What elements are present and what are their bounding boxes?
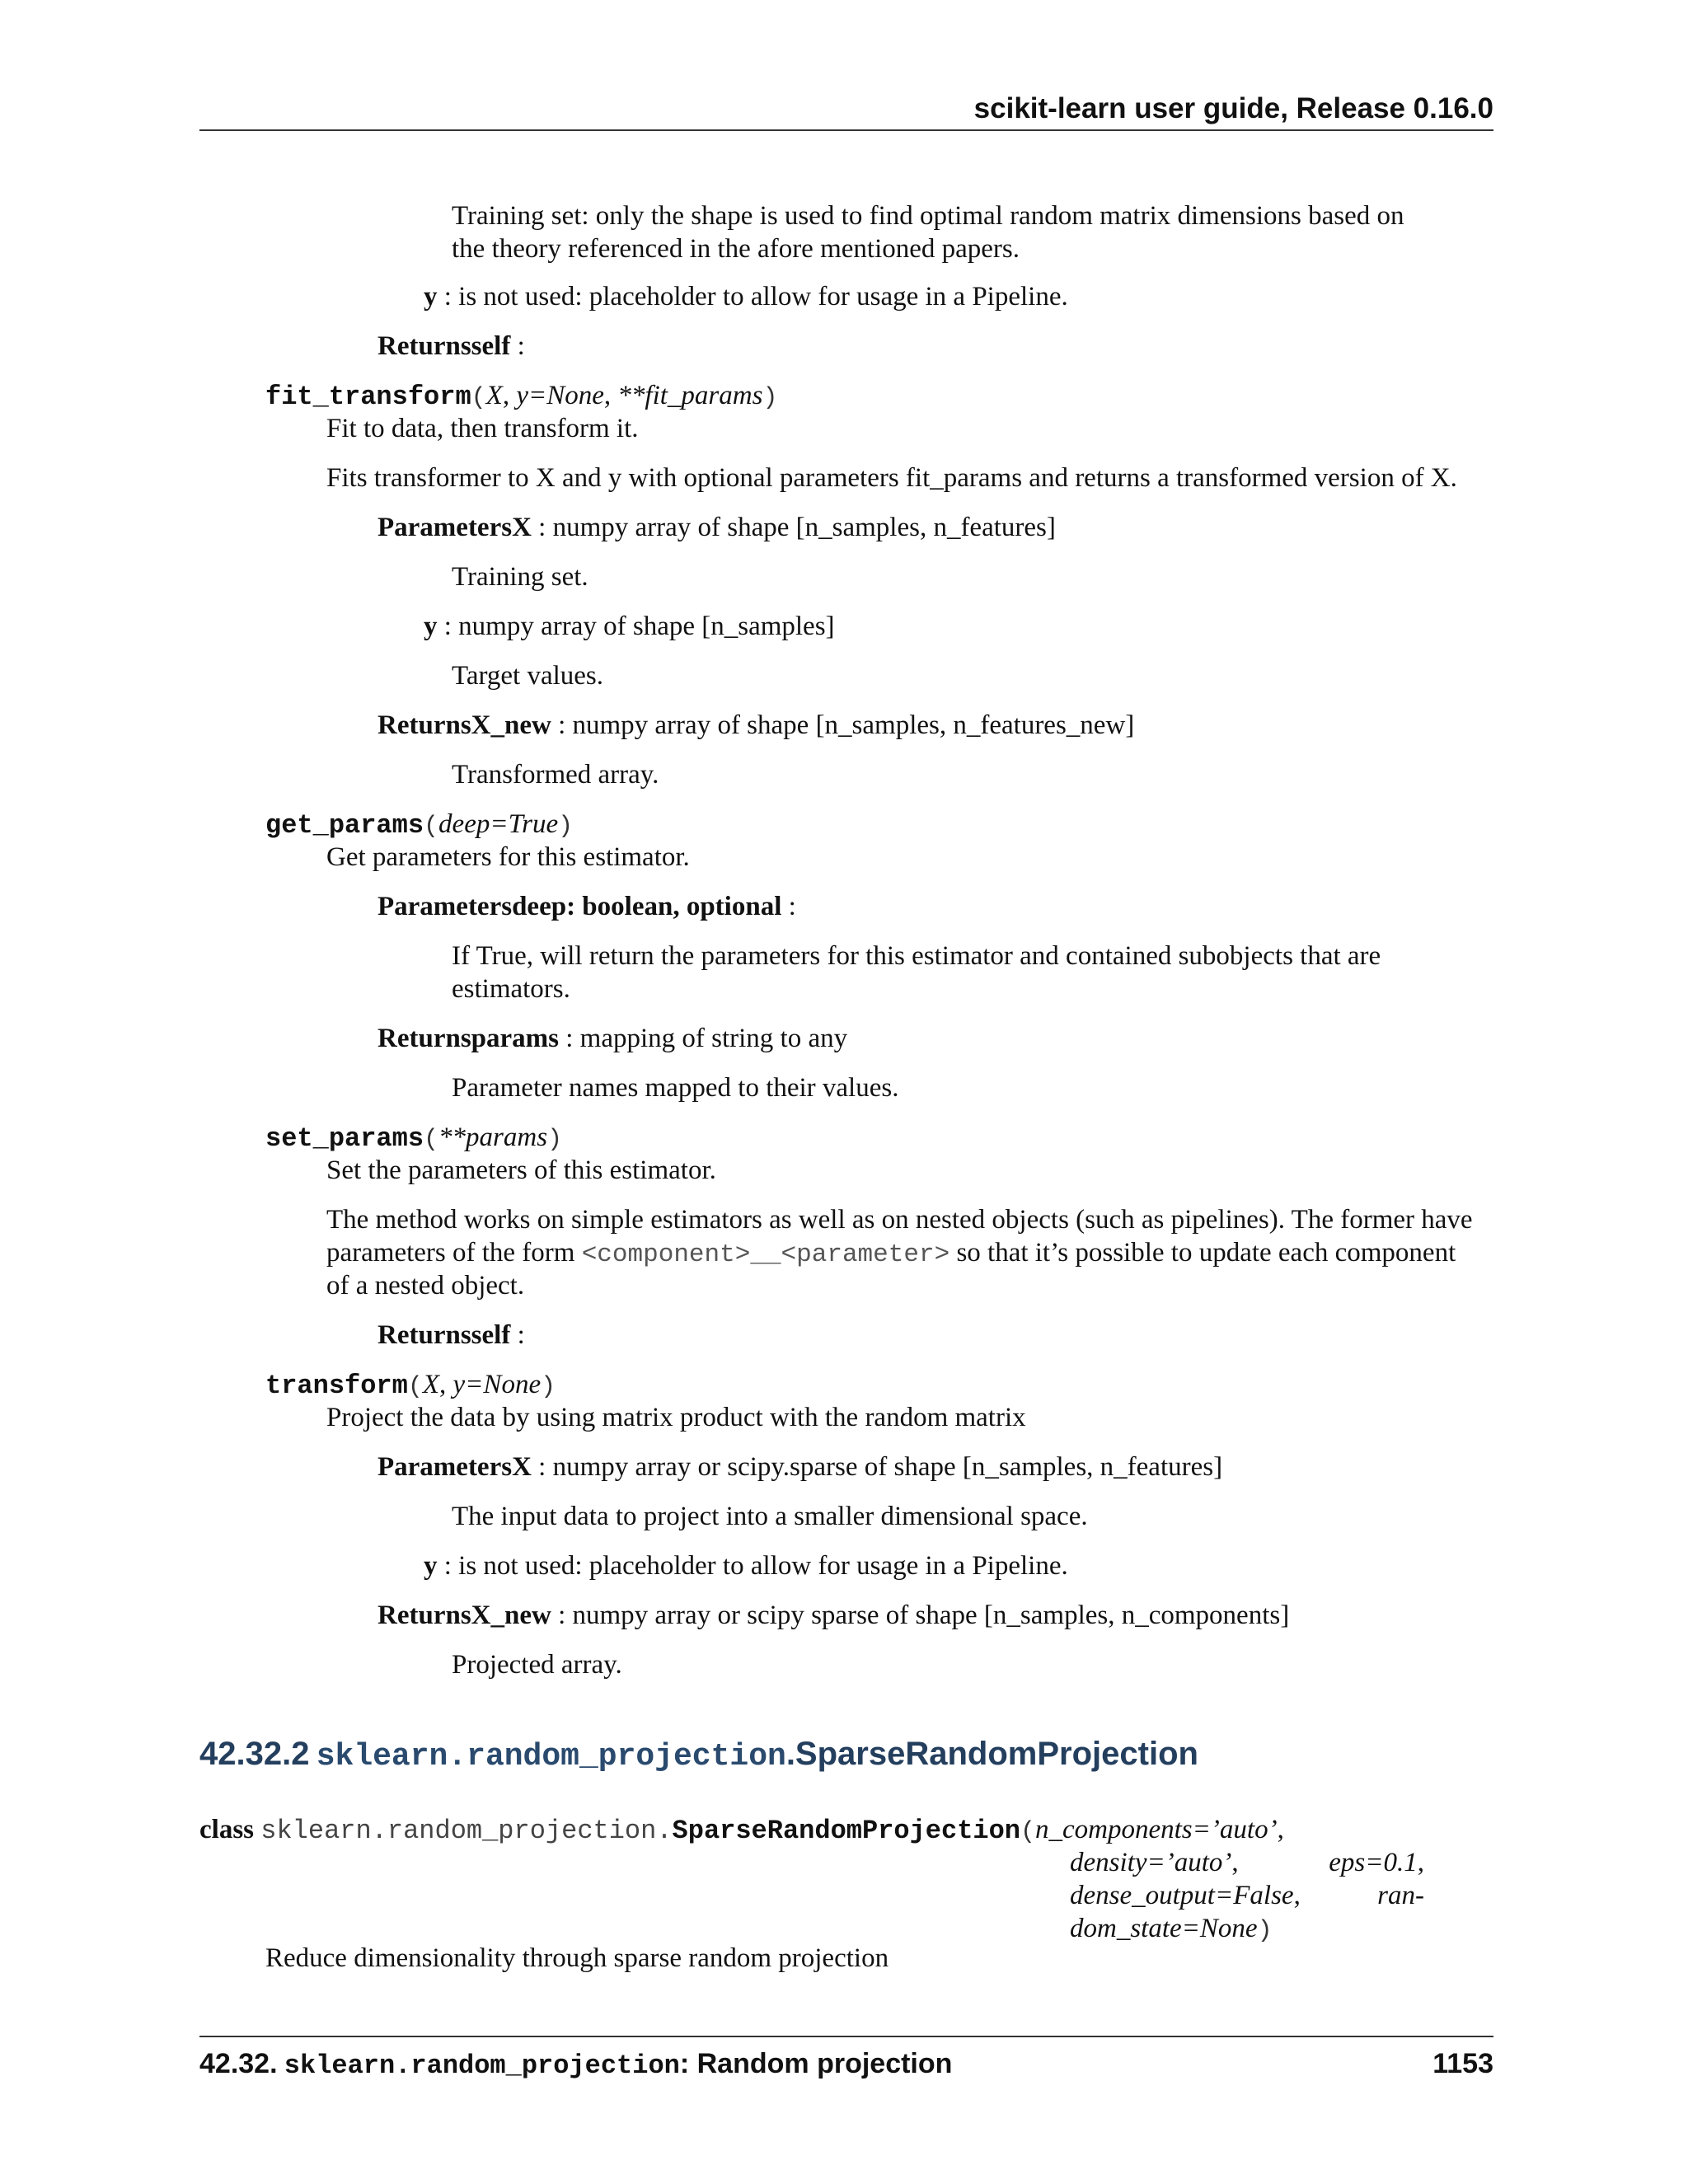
class-paren-open: ( — [1020, 1818, 1036, 1846]
fit-transform-signature[interactable] — [265, 379, 777, 415]
fit-transform-y-name: y — [424, 612, 438, 641]
fit-transform-sep2: , — [603, 381, 618, 410]
get-params-params-colon: : — [781, 892, 796, 921]
get-params-paren-close: ) — [558, 813, 574, 841]
class-arg-eps: eps=0.1 — [1329, 1848, 1418, 1877]
set-params-paren-close: ) — [547, 1126, 563, 1154]
transform-returns-sub: Projected array. — [452, 1650, 622, 1680]
returns-colon: : — [510, 331, 525, 361]
set-params-desc-line2-b: so that it’s possible to update each component — [950, 1238, 1456, 1268]
fit-transform-sep1: , — [502, 381, 517, 410]
returns-row — [377, 330, 525, 363]
transform-y-name: y — [424, 1551, 438, 1581]
set-params-desc-line2-a: parameters of the form — [326, 1238, 582, 1268]
fit-transform-params-sub: Training set. — [452, 562, 588, 592]
transform-name: transform — [265, 1371, 408, 1401]
get-params-paren-open: ( — [424, 813, 439, 841]
section-title: .SparseRandomProjection — [785, 1736, 1198, 1772]
header-rule — [199, 129, 1493, 131]
get-params-arg-deep: deep=True — [438, 809, 559, 839]
class-arg-random-state-a: ran- — [1377, 1881, 1424, 1910]
transform-paren-close: ) — [541, 1373, 556, 1401]
set-params-name: set_params — [265, 1123, 424, 1154]
fit-transform-returns-desc: : numpy array of shape [n_samples, n_features_new] — [551, 710, 1135, 740]
transform-params-desc: : numpy array or scipy.sparse of shape [n_samples, n_features] — [531, 1452, 1223, 1482]
y-param-desc: : is not used: placeholder to allow for usage in a Pipeline. — [437, 282, 1068, 312]
set-params-returns-row — [377, 1319, 525, 1352]
fit-transform-returns-sub: Transformed array. — [452, 760, 659, 790]
class-comma2: , — [1231, 1848, 1239, 1877]
fit-transform-params-desc: : numpy array of shape [n_samples, n_features] — [531, 513, 1056, 542]
get-params-signature[interactable] — [265, 808, 573, 843]
page-header-title: scikit-learn user guide, Release 0.16.0 — [973, 92, 1493, 124]
class-comma4: , — [1293, 1881, 1301, 1910]
fit-transform-arg-x: X — [485, 381, 503, 410]
class-paren-close: ) — [1257, 1917, 1273, 1945]
get-params-params-label: Parametersdeep: boolean, optional — [377, 892, 782, 921]
fit-transform-arg-y: y=None — [516, 381, 604, 410]
transform-arg-y: y=None — [452, 1370, 542, 1399]
training-set-text-line2: the theory referenced in the afore mentioned papers. — [452, 234, 1020, 264]
transform-params-label: ParametersX — [377, 1452, 532, 1482]
returns-label: Returnsself — [377, 331, 511, 361]
fit-transform-params-row — [377, 511, 1056, 544]
class-arg-row4 — [1070, 1912, 1273, 1947]
get-params-returns-desc: : mapping of string to any — [559, 1024, 848, 1053]
get-params-params-sub-line1: If True, will return the parameters for this estimator and contained subobjects that are — [452, 941, 1381, 971]
footer-rule — [199, 2036, 1493, 2037]
class-name: SparseRandomProjection — [672, 1816, 1020, 1846]
get-params-params-sub-line2: estimators. — [452, 974, 570, 1004]
set-params-desc-line1: The method works on simple estimators as well as on nested objects (such as pipelines). The former have — [326, 1205, 1473, 1235]
transform-returns-desc: : numpy array or scipy sparse of shape [n_samples, n_components] — [551, 1601, 1290, 1630]
y-param-name: y — [424, 282, 438, 312]
transform-paren-open: ( — [407, 1373, 423, 1401]
get-params-name: get_params — [265, 810, 424, 841]
set-params-summary: Set the parameters of this estimator. — [326, 1155, 716, 1185]
transform-params-sub: The input data to project into a smaller dimensional space. — [452, 1502, 1088, 1531]
footer-section-number: 42.32. — [199, 2048, 278, 2079]
page-number: 1153 — [1432, 2048, 1493, 2079]
transform-returns-row — [377, 1599, 1289, 1632]
class-keyword: class — [199, 1815, 254, 1844]
transform-signature[interactable] — [265, 1368, 556, 1404]
class-arg-eps-wrap — [1329, 1846, 1424, 1879]
class-arg-density: density=’auto’ — [1070, 1848, 1232, 1877]
fit-transform-y-row — [424, 610, 835, 643]
class-summary: Reduce dimensionality through sparse random projection — [265, 1943, 889, 1973]
get-params-returns-sub: Parameter names mapped to their values. — [452, 1073, 899, 1103]
set-params-desc-line3: of a nested object. — [326, 1271, 525, 1301]
fit-transform-summary: Fit to data, then transform it. — [326, 414, 639, 443]
set-params-desc-line2 — [326, 1236, 1456, 1272]
fit-transform-name: fit_transform — [265, 382, 471, 412]
class-comma1: , — [1277, 1815, 1284, 1844]
fit-transform-arg-fit-params: **fit_params — [617, 381, 763, 410]
class-arg-random-state-b: dom_state=None — [1070, 1914, 1258, 1943]
fit-transform-description: Fits transformer to X and y with optional parameters fit_params and returns a transformed version of X. — [326, 463, 1457, 493]
fit-transform-paren-open: ( — [471, 384, 486, 412]
y-param-row — [424, 280, 1068, 313]
get-params-params-row — [377, 890, 796, 923]
fit-transform-returns-row — [377, 709, 1134, 742]
set-params-signature[interactable] — [265, 1121, 562, 1156]
class-signature[interactable] — [199, 1813, 1284, 1849]
get-params-returns-row — [377, 1022, 847, 1055]
set-params-returns-colon: : — [510, 1320, 525, 1350]
transform-y-desc: : is not used: placeholder to allow for usage in a Pipeline. — [437, 1551, 1068, 1581]
set-params-arg-params: **params — [438, 1122, 548, 1152]
section-heading[interactable] — [199, 1731, 1198, 1780]
fit-transform-returns-label: ReturnsX_new — [377, 710, 551, 740]
training-set-text-line1: Training set: only the shape is used to find optimal random matrix dimensions based on — [452, 201, 1404, 231]
get-params-returns-label: Returnsparams — [377, 1024, 559, 1053]
class-arg-row2 — [1070, 1846, 1424, 1879]
footer-section-title: : Random projection — [679, 2048, 953, 2079]
fit-transform-y-desc: : numpy array of shape [n_samples] — [437, 612, 835, 641]
set-params-desc-code: <component>__<parameter> — [581, 1240, 950, 1269]
set-params-paren-open: ( — [424, 1126, 439, 1154]
class-arg-dense-output: dense_output=False — [1070, 1881, 1294, 1910]
section-number: 42.32.2 — [199, 1736, 310, 1772]
transform-arg-x: X — [422, 1370, 440, 1399]
class-arg-n-components: n_components=’auto’ — [1035, 1815, 1278, 1844]
set-params-returns-label: Returnsself — [377, 1320, 511, 1350]
transform-summary: Project the data by using matrix product with the random matrix — [326, 1403, 1026, 1432]
get-params-summary: Get parameters for this estimator. — [326, 842, 690, 872]
fit-transform-paren-close: ) — [762, 384, 778, 412]
fit-transform-params-label: ParametersX — [377, 513, 532, 542]
footer-section-module: sklearn.random_projection — [284, 2050, 680, 2081]
class-comma3: , — [1417, 1848, 1424, 1877]
footer-section — [199, 2046, 952, 2084]
class-arg-row3 — [1070, 1879, 1424, 1912]
fit-transform-y-sub: Target values. — [452, 661, 604, 691]
transform-y-row — [424, 1549, 1068, 1582]
transform-params-row — [377, 1451, 1222, 1483]
transform-sep1: , — [439, 1370, 453, 1399]
transform-returns-label: ReturnsX_new — [377, 1601, 551, 1630]
section-module: sklearn.random_projection — [316, 1739, 786, 1774]
class-module: sklearn.random_projection. — [260, 1816, 673, 1846]
